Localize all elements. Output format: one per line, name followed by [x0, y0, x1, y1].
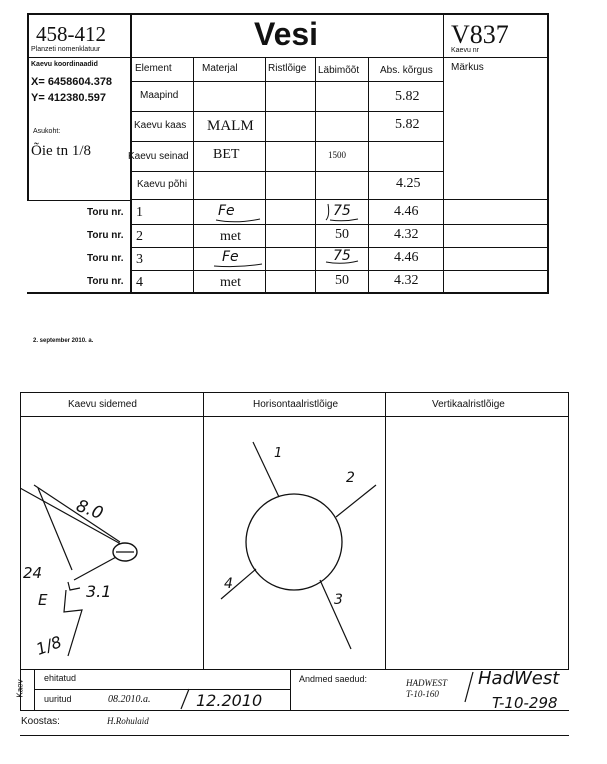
row-element: Kaevu kaas: [134, 120, 187, 131]
hand-slash-mark: [462, 670, 476, 704]
date-note: 2. september 2010. a.: [33, 338, 94, 344]
pipe-nr: 1: [136, 205, 143, 220]
hand-company: HadWest: [478, 668, 560, 689]
page-title: Vesi: [254, 16, 319, 52]
col-header-height: Abs. kõrgus: [380, 65, 433, 76]
horizontal-section-drawing: [203, 417, 385, 670]
dist-label-a: 8.0: [73, 495, 106, 525]
col-header-element: Element: [135, 63, 172, 74]
pipe-height: 4.46: [394, 204, 419, 219]
address: Õie tn 1/8: [31, 143, 91, 159]
row-material: BET: [213, 147, 240, 162]
pipe-nr: 3: [136, 252, 143, 267]
col-title-links: Kaevu sidemed: [68, 399, 137, 410]
pipe-nr: 2: [136, 229, 143, 244]
pipe-num-label: 2: [346, 470, 355, 486]
row-element: Maapind: [140, 90, 179, 101]
surveyed-label: uuritud: [44, 694, 72, 704]
pipe-num-label: 1: [274, 446, 283, 461]
company-name: HADWEST: [406, 678, 447, 688]
compiled-label: Koostas:: [21, 716, 60, 727]
pipe-num-label: 3: [334, 592, 343, 608]
hand-label-18: 1/8: [33, 632, 65, 659]
pipe-diameter: 50: [335, 273, 349, 288]
hand-marks: [200, 200, 370, 270]
hand-code: T-10-298: [492, 694, 558, 712]
pipe-height: 4.32: [394, 227, 419, 242]
sheet-caption: Planzeti nomenklatuur: [31, 46, 101, 53]
col-header-material: Materjal: [202, 63, 238, 74]
coord-y: Y= 412380.597: [31, 92, 106, 104]
row-element: Kaevu põhi: [137, 179, 188, 190]
row-material: MALM: [207, 118, 254, 134]
pipe-diameter: 50: [335, 227, 349, 242]
pipe-diameter: 75: [333, 203, 351, 219]
row-height: 5.82: [395, 117, 420, 132]
surveyed-hand: 12.2010: [196, 691, 263, 710]
col-header-diameter: Läbimõõt: [318, 65, 360, 76]
col-header-cross: Ristlõige: [268, 63, 307, 74]
hand-slash-mark: [178, 688, 192, 710]
pipe-height: 4.46: [394, 250, 419, 265]
pipe-material: Fe: [218, 203, 235, 219]
row-height: 4.25: [396, 176, 421, 191]
compiled-by: H.Rohulaid: [107, 716, 149, 726]
row-element: Kaevu seinad: [128, 151, 189, 162]
col-title-horizontal: Horisontaalristlõige: [253, 399, 339, 410]
well-id: V837: [451, 20, 509, 49]
built-label: ehitatud: [44, 673, 77, 683]
company-code: T-10-160: [406, 689, 439, 699]
pipe-label: Toru nr.: [87, 276, 124, 287]
hand-label-24: 24: [23, 564, 43, 582]
data-label: Andmed saedud:: [299, 674, 368, 684]
pipe-label: Toru nr.: [87, 207, 124, 218]
pipe-label: Toru nr.: [87, 230, 124, 241]
coord-x: X= 6458604.378: [31, 76, 113, 88]
coords-caption: Kaevu koordinaadid: [31, 61, 98, 68]
hand-label-e: E: [38, 591, 48, 609]
row-diameter: 1500: [328, 150, 346, 160]
pipe-material: Fe: [222, 249, 239, 265]
col-title-vertical: Vertikaalristlõige: [432, 399, 505, 410]
pipe-material: met: [220, 229, 241, 244]
side-label: Kaev: [15, 679, 25, 698]
sheet-code: 458-412: [36, 22, 106, 46]
well-caption: Kaevu nr: [451, 47, 480, 54]
pipe-label: Toru nr.: [87, 253, 124, 264]
pipe-nr: 4: [136, 275, 143, 290]
pipe-num-label: 4: [224, 576, 233, 592]
pipe-diameter: 75: [333, 248, 351, 264]
pipe-material: met: [220, 275, 241, 290]
pipe-height: 4.32: [394, 273, 419, 288]
surveyed-value: 08.2010.a.: [108, 694, 151, 705]
dist-label-b: 3.1: [86, 582, 112, 601]
row-height: 5.82: [395, 89, 420, 104]
col-header-remarks: Märkus: [451, 62, 484, 73]
address-caption: Asukoht:: [33, 128, 61, 135]
